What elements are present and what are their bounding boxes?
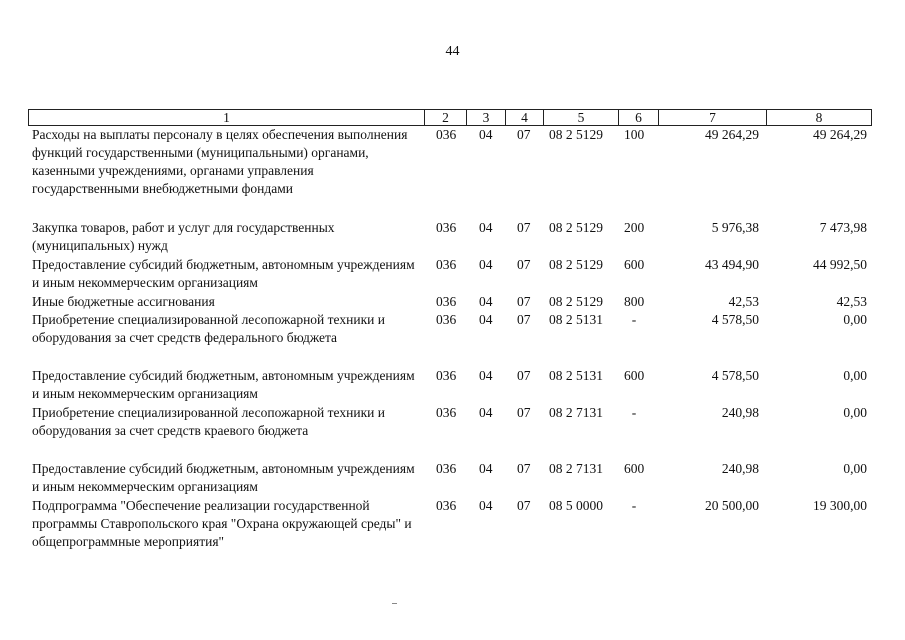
row-col3: 04 — [479, 368, 493, 383]
row-col6: - — [631, 312, 637, 327]
row-col3: 04 — [479, 257, 493, 272]
header-cell-5: 5 — [544, 109, 619, 126]
row-col6: - — [631, 405, 637, 420]
row-col7: 43 494,90 — [705, 257, 759, 272]
row-col7: 49 264,29 — [705, 127, 759, 142]
row-col7: 4 578,50 — [711, 368, 759, 383]
row-description: Приобретение специализированной лесопожарной техники и оборудования за счет средств федерального бюджета — [32, 312, 385, 345]
row-col8: 0,00 — [843, 368, 867, 383]
row-col7: 5 976,38 — [711, 220, 759, 235]
row-col7: 240,98 — [721, 461, 759, 476]
row-col3: 04 — [479, 405, 493, 420]
row-col6: 800 — [624, 294, 645, 309]
row-description: Предоставление субсидий бюджетным, автономным учреждениям и иным некоммерческим организациям — [32, 257, 415, 290]
row-col5: 08 2 5131 — [549, 368, 603, 383]
row-col7: 20 500,00 — [705, 498, 759, 513]
row-col6: 200 — [624, 220, 645, 235]
row-col6: 600 — [624, 368, 645, 383]
row-col2: 036 — [436, 257, 457, 272]
row-col5: 08 2 5129 — [549, 127, 603, 142]
row-col8: 49 264,29 — [813, 127, 867, 142]
header-cell-6: 6 — [619, 109, 659, 126]
row-col5: 08 2 5129 — [549, 257, 603, 272]
header-cell-3: 3 — [467, 109, 506, 126]
scan-speck — [392, 603, 397, 604]
header-cell-7: 7 — [659, 109, 767, 126]
row-col2: 036 — [436, 498, 457, 513]
row-col4: 07 — [517, 461, 531, 476]
row-col2: 036 — [436, 461, 457, 476]
row-col4: 07 — [517, 127, 531, 142]
row-col8: 0,00 — [843, 461, 867, 476]
row-col7: 4 578,50 — [711, 312, 759, 327]
row-col5: 08 2 5131 — [549, 312, 603, 327]
row-description: Иные бюджетные ассигнования — [32, 294, 215, 309]
row-col2: 036 — [436, 127, 457, 142]
row-col7: 42,53 — [728, 294, 759, 309]
row-col5: 08 2 7131 — [549, 461, 603, 476]
row-description: Предоставление субсидий бюджетным, автономным учреждениям и иным некоммерческим организациям — [32, 368, 415, 401]
row-col8: 42,53 — [836, 294, 867, 309]
row-description: Приобретение специализированной лесопожарной техники и оборудования за счет средств краевого бюджета — [32, 405, 385, 438]
row-col3: 04 — [479, 127, 493, 142]
row-col3: 04 — [479, 498, 493, 513]
row-col4: 07 — [517, 220, 531, 235]
row-col8: 44 992,50 — [813, 257, 867, 272]
row-col8: 7 473,98 — [819, 220, 867, 235]
row-col3: 04 — [479, 461, 493, 476]
row-col5: 08 2 7131 — [549, 405, 603, 420]
row-description: Предоставление субсидий бюджетным, автономным учреждениям и иным некоммерческим организациям — [32, 461, 415, 494]
row-col3: 04 — [479, 220, 493, 235]
row-col2: 036 — [436, 405, 457, 420]
row-col5: 08 2 5129 — [549, 294, 603, 309]
row-col8: 0,00 — [843, 405, 867, 420]
row-col8: 0,00 — [843, 312, 867, 327]
row-col3: 04 — [479, 312, 493, 327]
row-col4: 07 — [517, 294, 531, 309]
row-col4: 07 — [517, 257, 531, 272]
row-col4: 07 — [517, 405, 531, 420]
row-col2: 036 — [436, 368, 457, 383]
row-col6: - — [631, 498, 637, 513]
row-col2: 036 — [436, 220, 457, 235]
row-col4: 07 — [517, 312, 531, 327]
row-col7: 240,98 — [721, 405, 759, 420]
header-cell-8: 8 — [767, 109, 872, 126]
row-col2: 036 — [436, 312, 457, 327]
row-col3: 04 — [479, 294, 493, 309]
row-description: Расходы на выплаты персоналу в целях обеспечения выполнения функций государственными (муниципальными) органами, казенными учреждениями, органами управления государственными внебюджетными фондами — [32, 127, 408, 196]
row-description: Закупка товаров, работ и услуг для государственных (муниципальных) нужд — [32, 220, 335, 253]
row-col5: 08 5 0000 — [549, 498, 603, 513]
header-cell-4: 4 — [506, 109, 544, 126]
row-col6: 600 — [624, 461, 645, 476]
header-cell-1: 1 — [28, 109, 425, 126]
row-col8: 19 300,00 — [813, 498, 867, 513]
row-description: Подпрограмма "Обеспечение реализации государственной программы Ставропольского края "Охрана окружающей среды" и общепрограммные мероприятия" — [32, 498, 412, 549]
row-col6: 100 — [624, 127, 645, 142]
row-col4: 07 — [517, 498, 531, 513]
header-cell-2: 2 — [425, 109, 467, 126]
page-number: 44 — [445, 44, 460, 59]
row-col6: 600 — [624, 257, 645, 272]
row-col2: 036 — [436, 294, 457, 309]
row-col5: 08 2 5129 — [549, 220, 603, 235]
row-col4: 07 — [517, 368, 531, 383]
